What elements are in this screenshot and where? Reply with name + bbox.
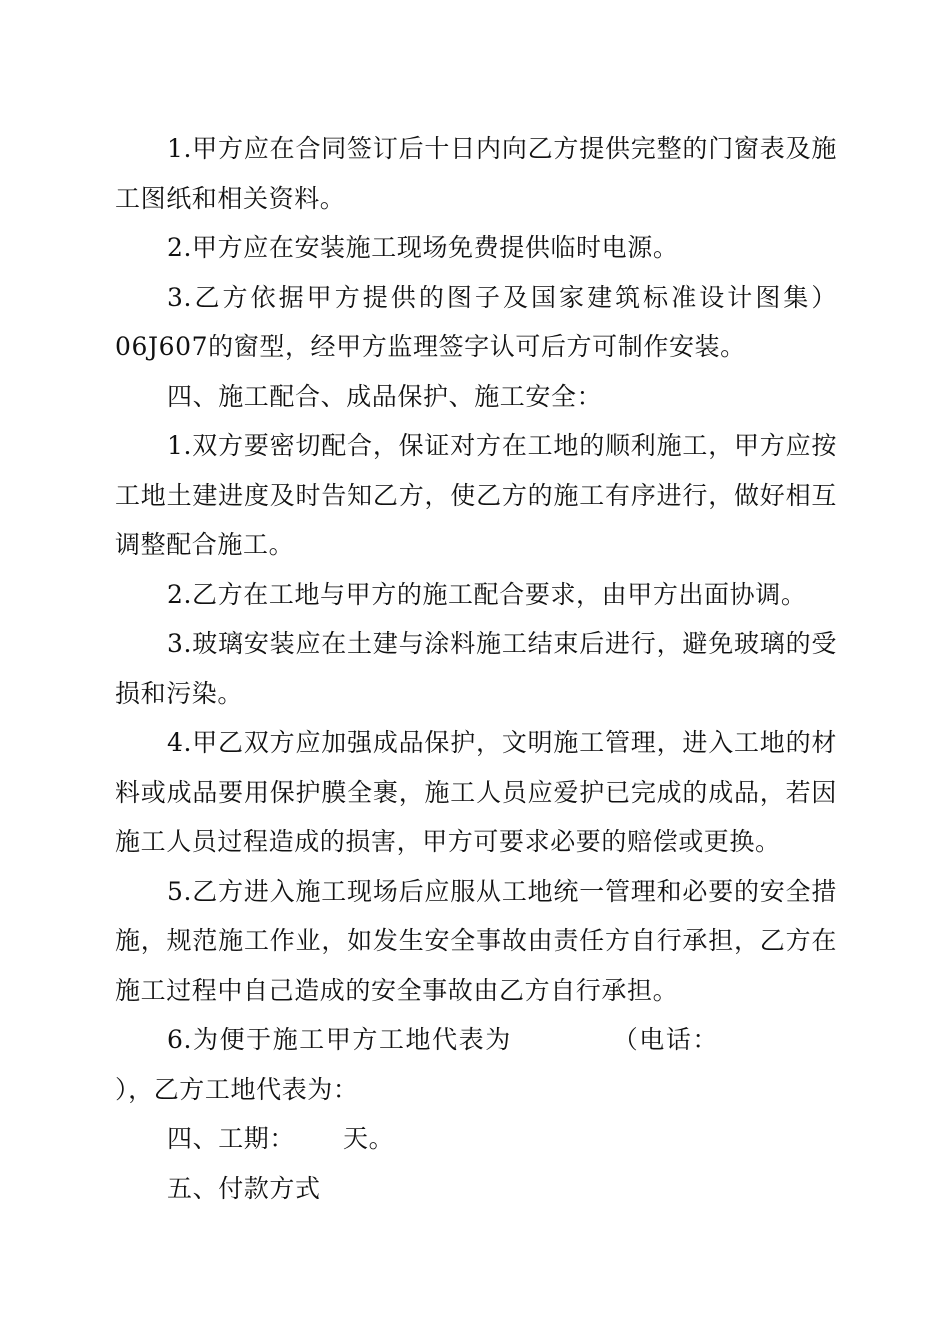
- section-5-payment-heading: 五、付款方式: [167, 1173, 321, 1203]
- clause-4-product-protection: 4.甲乙双方应加强成品保护，文明施工管理，进入工地的材料或成品要用保护膜全裹，施工人员应爱护已完成的成品，若因施工人员过程造成的损害，甲方可要求必要的赔偿或更换。: [115, 728, 837, 856]
- period-unit: 天。: [343, 1124, 395, 1153]
- clause-1-cooperation: 1.双方要密切配合，保证对方在工地的顺利施工，甲方应按工地土建进度及时告知乙方，使乙方的施工有序进行，做好相互调整配合施工。: [115, 431, 837, 559]
- rep-text-part2: （电话：: [611, 1025, 719, 1054]
- clause-2-coordination: 2.乙方在工地与甲方的施工配合要求，由甲方出面协调。: [167, 579, 807, 609]
- clause-2-power: 2.甲方应在安装施工现场免费提供临时电源。: [167, 233, 679, 262]
- rep-text-part1: 6.为便于施工甲方工地代表为: [167, 1025, 512, 1054]
- clause-3-window-type: 3.乙方依据甲方提供的图子及国家建筑标准设计图集）06J607的窗型，经甲方监理签字认可后方可制作安装。: [115, 282, 837, 361]
- clause-1-documents: 1.甲方应在合同签订后十日内向乙方提供完整的门窗表及施工图纸和相关资料。: [115, 134, 837, 213]
- period-label: 四、工期：: [167, 1124, 296, 1153]
- document-page: [115, 124, 837, 1213]
- rep-text-part3: ），乙方工地代表为：: [115, 1074, 359, 1104]
- section-period: [115, 1114, 837, 1164]
- section-4-heading: 四、施工配合、成品保护、施工安全：: [167, 381, 603, 411]
- clause-5-safety: 5.乙方进入施工现场后应服从工地统一管理和必要的安全措施，规范施工作业，如发生安全事故由责任方自行承担，乙方在施工过程中自己造成的安全事故由乙方自行承担。: [115, 876, 837, 1005]
- clause-3-glass-installation: 3.玻璃安装应在土建与涂料施工结束后进行，避免玻璃的受损和污染。: [115, 629, 837, 708]
- clause-6-site-representative: [115, 1015, 837, 1114]
